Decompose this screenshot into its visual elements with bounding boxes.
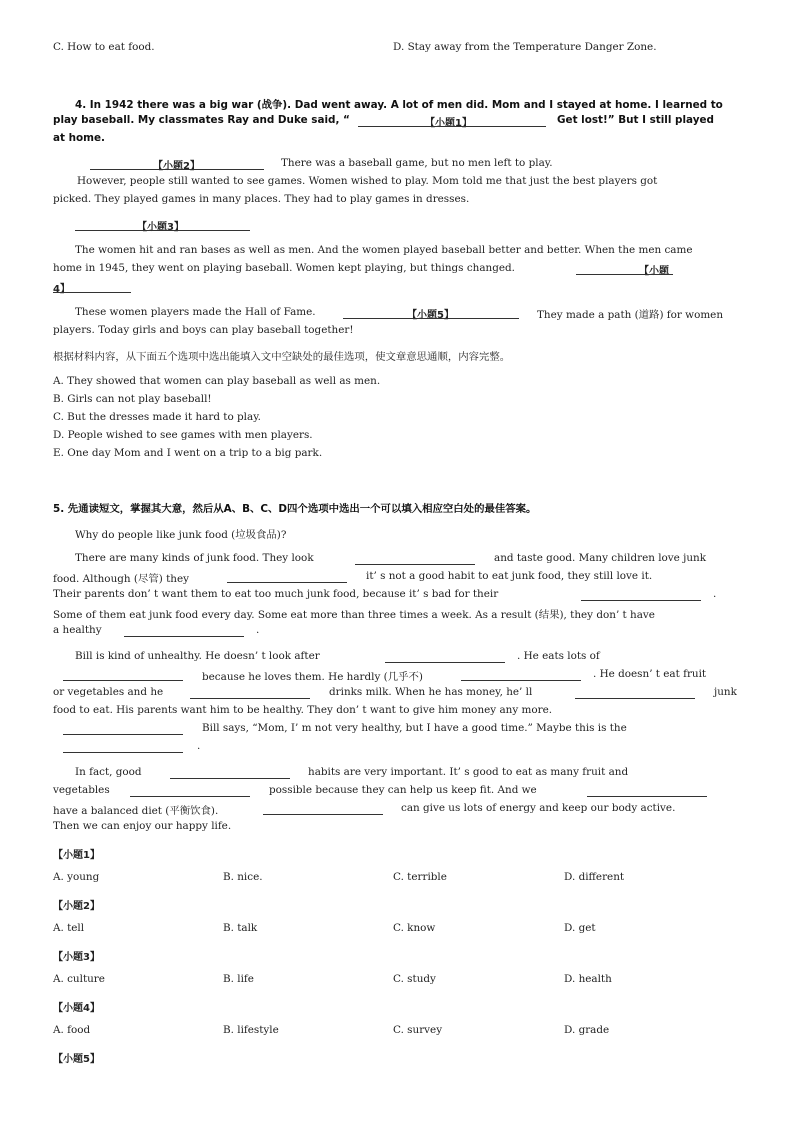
- q5-m5: Bill says, “Mom, I’ m not very healthy, but I have a good time.” Maybe this is the: [202, 722, 627, 734]
- blank-1: 【小题1】: [425, 118, 472, 129]
- q5-blank-6: [63, 680, 183, 681]
- sub-q3-label: 【小题3】: [53, 952, 100, 963]
- q4-p4-b: They made a path (道路) for women: [537, 309, 724, 321]
- q4-p2-c: picked. They played games in many places. They had to play games in dresses.: [53, 193, 470, 205]
- q5-l5a: a healthy: [53, 624, 102, 636]
- q5-l5b: .: [256, 624, 260, 636]
- q5-blank-1: [355, 564, 475, 565]
- q4-option-c: C. But the dresses made it hard to play.: [53, 411, 261, 423]
- q4-p2-a: There was a baseball game, but no men left to play.: [281, 157, 553, 169]
- blank-3: 【小题3】: [137, 222, 184, 233]
- q5-blank-5: [385, 662, 505, 663]
- sub-q1-option-b: B. nice.: [223, 871, 263, 883]
- q4-instruction: 根据材料内容，从下面五个选项中选出能填入文中空缺处的最佳选项，使文章意思通顺，内容完整。: [53, 351, 511, 363]
- q5-n1b: habits are very important. It’ s good to eat as many fruit and: [308, 766, 629, 778]
- blank-1-line: [358, 126, 546, 127]
- q5-m1a: Bill is kind of unhealthy. He doesn’ t look after: [75, 650, 320, 662]
- sub-q1-option-a: A. young: [53, 871, 100, 883]
- q5-m2b: . He doesn’ t eat fruit: [593, 668, 707, 680]
- sub-q2-option-d: D. get: [564, 922, 596, 934]
- blank-4-line-cont: [53, 292, 131, 293]
- sub-q4-option-c: C. survey: [393, 1024, 443, 1036]
- q5-blank-9: [575, 698, 695, 699]
- blank-5: 【小题5】: [407, 310, 454, 321]
- q5-blank-4: [124, 636, 244, 637]
- q5-blank-12: [170, 778, 290, 779]
- q5-n2a: vegetables: [53, 784, 110, 796]
- q4-p4-a: These women players made the Hall of Fame.: [75, 306, 316, 318]
- q4-intro-line2: play baseball. My classmates Ray and Duke said, “: [53, 114, 350, 126]
- q5-m6: .: [197, 740, 201, 752]
- q4-intro-line1: 4. In 1942 there was a big war (战争). Dad went away. A lot of men did. Mom and I stayed at home. I learned to: [75, 99, 723, 111]
- sub-q2-label: 【小题2】: [53, 901, 100, 912]
- sub-q5-label: 【小题5】: [53, 1054, 100, 1065]
- q4-p3-b: home in 1945, they went on playing baseball. Women kept playing, but things changed.: [53, 262, 515, 274]
- option-d: D. Stay away from the Temperature Danger Zone.: [393, 41, 657, 53]
- blank-4-cont: 4】: [53, 284, 70, 295]
- blank-2-line: [90, 169, 264, 170]
- blank-3-line: [75, 230, 250, 231]
- q5-blank-10: [63, 734, 183, 735]
- q5-n3b: can give us lots of energy and keep our body active.: [401, 802, 676, 814]
- q4-intro-line2b: Get lost!” But I still played: [557, 114, 714, 126]
- q4-intro-line3: at home.: [53, 132, 105, 144]
- q5-m4: food to eat. His parents want him to be healthy. They don’ t want to give him money any more.: [53, 704, 553, 716]
- q4-option-e: E. One day Mom and I went on a trip to a big park.: [53, 447, 323, 459]
- blank-4: 【小题: [639, 266, 669, 277]
- q5-l2a: food. Although (尽管) they: [53, 573, 189, 585]
- q5-l3b: .: [713, 588, 717, 600]
- q5-m3b: drinks milk. When he has money, he’ ll: [329, 686, 533, 698]
- sub-q1-option-d: D. different: [564, 871, 625, 883]
- q5-m2a: because he loves them. He hardly (几乎不): [202, 671, 423, 683]
- q4-option-d: D. People wished to see games with men players.: [53, 429, 313, 441]
- q5-blank-14: [587, 796, 707, 797]
- q5-blank-15: [263, 814, 383, 815]
- q5-blank-11: [63, 752, 183, 753]
- blank-5-line: [343, 318, 519, 319]
- q5-l1a: There are many kinds of junk food. They look: [75, 552, 314, 564]
- q5-n2b: possible because they can help us keep fit. And we: [269, 784, 537, 796]
- q4-p4-c: players. Today girls and boys can play baseball together!: [53, 324, 354, 336]
- q5-blank-3: [581, 600, 701, 601]
- q5-n4: Then we can enjoy our happy life.: [53, 820, 232, 832]
- sub-q2-option-c: C. know: [393, 922, 436, 934]
- q4-p2-b: However, people still wanted to see games. Women wished to play. Mom told me that just the best players got: [77, 175, 658, 187]
- option-c: C. How to eat food.: [53, 41, 155, 53]
- q5-m3a: or vegetables and he: [53, 686, 164, 698]
- q5-l4: Some of them eat junk food every day. Some eat more than three times a week. As a result (结果), they don’ t have: [53, 609, 655, 621]
- q5-heading: 5. 先通读短文，掌握其大意，然后从A、B、C、D四个选项中选出一个可以填入相应空白处的最佳答案。: [53, 503, 537, 515]
- sub-q4-label: 【小题4】: [53, 1003, 100, 1014]
- q4-option-b: B. Girls can not play baseball!: [53, 393, 212, 405]
- q5-blank-13: [130, 796, 250, 797]
- q5-blank-8: [190, 698, 310, 699]
- sub-q3-option-d: D. health: [564, 973, 612, 985]
- q5-title: Why do people like junk food (垃圾食品)?: [75, 529, 287, 541]
- sub-q3-option-a: A. culture: [53, 973, 105, 985]
- q4-option-a: A. They showed that women can play baseball as well as men.: [53, 375, 381, 387]
- q5-l1b: and taste good. Many children love junk: [494, 552, 707, 564]
- blank-2: 【小题2】: [153, 161, 200, 172]
- sub-q4-option-d: D. grade: [564, 1024, 610, 1036]
- sub-q3-option-b: B. life: [223, 973, 254, 985]
- sub-q1-option-c: C. terrible: [393, 871, 447, 883]
- q5-n1a: In fact, good: [75, 766, 142, 778]
- q5-l3a: Their parents don’ t want them to eat too much junk food, because it’ s bad for their: [53, 588, 499, 600]
- q5-l2b: it’ s not a good habit to eat junk food, they still love it.: [366, 570, 653, 582]
- q4-p3-a: The women hit and ran bases as well as men. And the women played baseball better and better. When the men came: [75, 244, 693, 256]
- blank-4-line: [576, 274, 673, 275]
- sub-q2-option-a: A. tell: [53, 922, 85, 934]
- q5-m1b: . He eats lots of: [517, 650, 600, 662]
- sub-q2-option-b: B. talk: [223, 922, 258, 934]
- q5-m3c: junk: [714, 686, 737, 698]
- q5-blank-7: [461, 680, 581, 681]
- q5-blank-2: [227, 582, 347, 583]
- sub-q4-option-b: B. lifestyle: [223, 1024, 279, 1036]
- sub-q1-label: 【小题1】: [53, 850, 100, 861]
- sub-q3-option-c: C. study: [393, 973, 436, 985]
- sub-q4-option-a: A. food: [53, 1024, 91, 1036]
- q5-n3a: have a balanced diet (平衡饮食).: [53, 805, 219, 817]
